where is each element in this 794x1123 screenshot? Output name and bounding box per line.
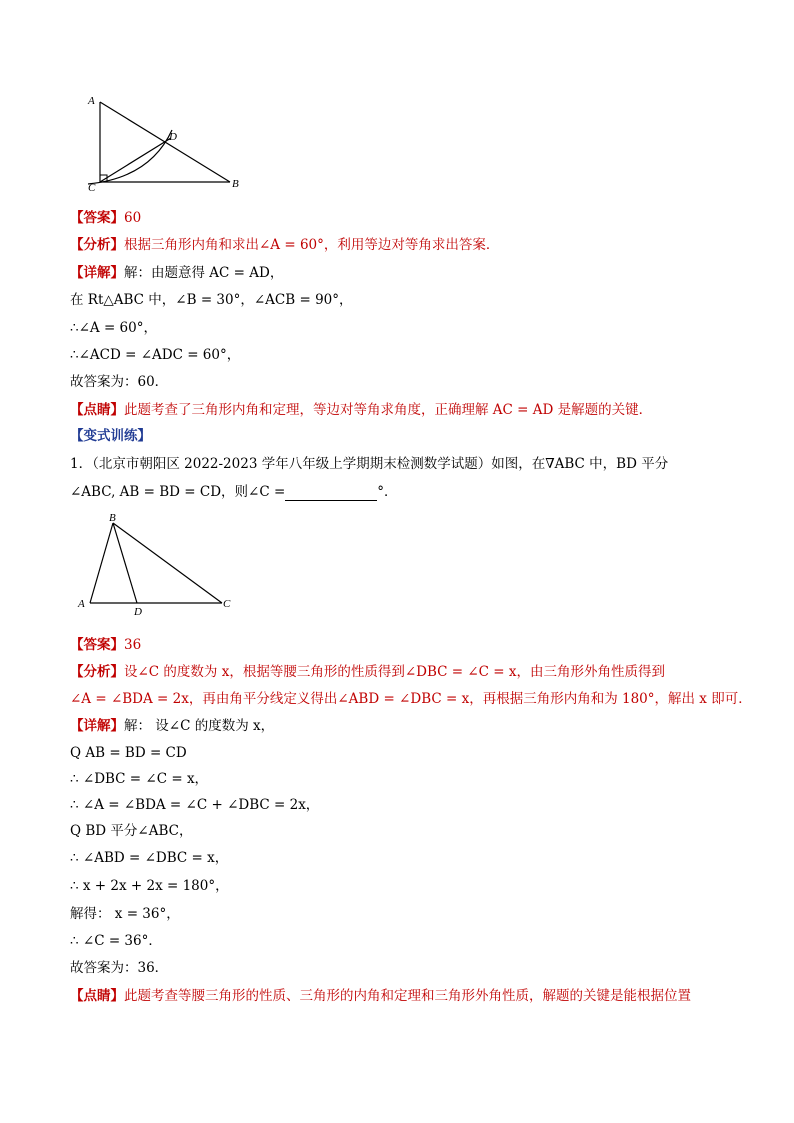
answer-tag: 【答案】: [70, 210, 124, 226]
question-number: 1．: [70, 456, 93, 472]
analysis-2: [70, 663, 665, 681]
section-title: 【变式训练】: [70, 428, 151, 444]
detail-line: 解：由题意得 AC = AD，: [124, 265, 284, 281]
fig1-label-b: B: [232, 178, 239, 190]
answer-blank: [285, 486, 377, 501]
comment-2: [70, 987, 691, 1005]
figure-1-triangle: [80, 90, 260, 195]
answer-1: [70, 209, 141, 227]
analysis-text: 根据三角形内角和求出∠A = 60°，利用等边对等角求出答案．: [124, 237, 500, 253]
comment-text: 此题考查了三角形内角和定理，等边对等角求角度，正确理解 AC = AD 是解题的关键．: [124, 402, 653, 418]
comment-tag: 【点睛】: [70, 988, 124, 1004]
question-text-3: °．: [377, 484, 398, 500]
fig1-label-c: C: [88, 182, 96, 194]
detail-line: Q BD 平分∠ABC，: [70, 823, 193, 839]
fig2-label-d: D: [134, 606, 142, 618]
detail-line: 故答案为：60．: [70, 374, 169, 390]
detail-line: ∴ x + 2x + 2x = 180°，: [70, 878, 229, 894]
detail-line: ∴ ∠A = ∠BDA = ∠C + ∠DBC = 2x，: [70, 797, 320, 813]
question-line-1: [70, 455, 668, 473]
detail-line: 故答案为：36．: [70, 960, 169, 976]
fig2-label-c: C: [223, 598, 231, 610]
detail-line: 解得： x = 36°，: [70, 906, 180, 922]
analysis-tag: 【分析】: [70, 237, 124, 253]
detail-line: 在 Rt△ABC 中，∠B = 30°，∠ACB = 90°，: [70, 292, 353, 308]
comment-tag: 【点睛】: [70, 402, 124, 418]
answer-2: [70, 636, 141, 654]
analysis-tag: 【分析】: [70, 664, 124, 680]
detail-line: 解： 设∠C 的度数为 x，: [124, 718, 275, 734]
fig1-label-d: D: [169, 131, 177, 143]
comment-1: [70, 401, 652, 419]
answer-value: 60: [124, 210, 142, 226]
question-text: （北京市朝阳区 2022-2023 学年八年级上学期期末检测数学试题）如图，在∇ABC 中，BD 平分: [92, 456, 669, 472]
question-line-2: [70, 483, 398, 501]
fig2-label-b: B: [109, 512, 116, 524]
detail-tag: 【详解】: [70, 265, 124, 281]
fig1-label-a: A: [88, 95, 95, 107]
detail-line: ∴ ∠C = 36°．: [70, 933, 162, 949]
figure-2-triangle: [70, 510, 245, 620]
detail-tag: 【详解】: [70, 718, 124, 734]
answer-tag: 【答案】: [70, 637, 124, 653]
detail-line: ∴∠ACD = ∠ADC = 60°，: [70, 347, 241, 363]
detail-line: Q AB = BD = CD: [70, 745, 187, 761]
comment-text: 此题考查等腰三角形的性质、三角形的内角和定理和三角形外角性质，解题的关键是能根据位置: [124, 988, 691, 1004]
detail-line: ∴ ∠DBC = ∠C = x，: [70, 771, 209, 787]
detail-line: ∴ ∠ABD = ∠DBC = x，: [70, 850, 229, 866]
question-text-2: ∠ABC, AB = BD = CD，则∠C =: [70, 484, 286, 500]
analysis-1: [70, 236, 499, 254]
fig2-label-a: A: [78, 598, 85, 610]
detail-line: ∴∠A = 60°，: [70, 320, 157, 336]
analysis-text: 设∠C 的度数为 x，根据等腰三角形的性质得到∠DBC = ∠C = x，由三角形外角性质得到: [124, 664, 666, 680]
detail-1: [70, 264, 283, 282]
detail-2: [70, 717, 274, 735]
analysis-text-2: ∠A = ∠BDA = 2x，再由角平分线定义得出∠ABD = ∠DBC = x，再根据三角形内角和为 180°，解出 x 即可．: [70, 691, 752, 707]
answer-value: 36: [124, 637, 142, 653]
